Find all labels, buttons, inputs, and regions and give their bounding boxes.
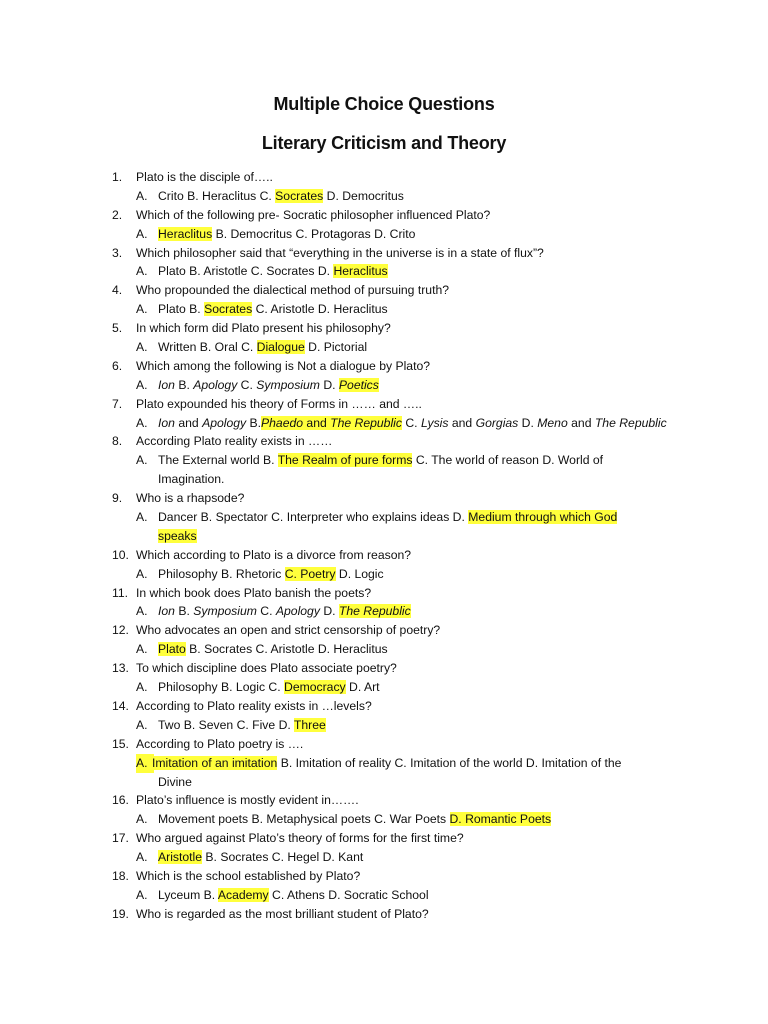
question-item (0, 621, 768, 640)
answer-text: D. Democritus (323, 188, 404, 203)
highlighted-answer: The Republic (330, 415, 402, 430)
question-text: According Plato reality exists in …… (136, 434, 333, 449)
question-list (0, 168, 768, 924)
question-number: 12. (112, 623, 129, 638)
question-item (0, 206, 768, 225)
answer-text: C. (237, 377, 257, 392)
question-number: 11. (112, 585, 129, 600)
question-text: Who advocates an open and strict censorship of poetry? (136, 623, 441, 638)
highlighted-answer: D. Romantic Poets (449, 812, 552, 827)
question-item (0, 168, 768, 187)
answer-text: Symposium (256, 377, 320, 392)
option-label: A. (136, 850, 148, 865)
option-label: A. (136, 604, 148, 619)
option-line (158, 376, 379, 395)
question-number: 14. (112, 698, 129, 713)
question-item (0, 697, 768, 716)
highlighted-answer: Medium through which God (468, 510, 618, 525)
answer-text: C. (256, 604, 276, 619)
option-line (158, 225, 415, 244)
question-number: 5. (112, 321, 123, 336)
answer-text: Ion (158, 604, 175, 619)
option-line (158, 338, 367, 357)
highlighted-answer: Socrates (204, 302, 253, 317)
option-line (158, 508, 617, 527)
answer-text: D. Logic (335, 566, 384, 581)
question-item (0, 546, 768, 565)
answer-text: Movement poets B. Metaphysical poets C. War Poets (158, 812, 450, 827)
answer-text: Ion (158, 415, 175, 430)
answer-text: Philosophy B. Rhetoric (158, 566, 285, 581)
answer-text: B. (174, 377, 194, 392)
page-subtitle: Literary Criticism and Theory (261, 133, 507, 153)
question-text: In which book does Plato banish the poets? (136, 585, 372, 600)
answer-options (0, 886, 768, 905)
option-label: A. (136, 566, 148, 581)
option-line (158, 262, 388, 281)
answer-options (0, 225, 768, 244)
option-line (158, 414, 667, 433)
answer-text: The External world B. (158, 453, 278, 468)
answer-options (0, 300, 768, 319)
answer-options (0, 451, 768, 470)
question-item (0, 584, 768, 603)
highlighted-answer: Phaedo (261, 415, 304, 430)
question-item (0, 905, 768, 924)
answer-text: Lyceum B. (158, 887, 218, 902)
question-text: Who is regarded as the most brilliant student of Plato? (136, 906, 429, 921)
highlighted-answer: The Realm of pure forms (277, 453, 413, 468)
highlighted-answer: Poetics (338, 377, 379, 392)
answer-text: and (448, 415, 476, 430)
question-number: 7. (112, 396, 123, 411)
answer-text: C. Athens D. Socratic School (268, 887, 429, 902)
answer-text: Plato B. (158, 302, 205, 317)
answer-text: Symposium (193, 604, 257, 619)
answer-options (0, 640, 768, 659)
answer-options (0, 508, 768, 527)
question-number: 4. (112, 283, 123, 298)
question-text: In which form did Plato present his philosophy? (136, 321, 391, 336)
answer-options (0, 338, 768, 357)
answer-options (0, 262, 768, 281)
option-line (152, 754, 621, 773)
option-line (158, 810, 551, 829)
option-label: A. (136, 642, 148, 657)
answer-text: C. Aristotle D. Heraclitus (252, 302, 388, 317)
highlighted-answer: speaks (158, 528, 197, 543)
answer-options (0, 773, 768, 792)
option-line (158, 640, 388, 659)
highlighted-answer: Imitation of an imitation (152, 755, 278, 770)
question-number: 2. (112, 207, 123, 222)
question-text: Plato is the disciple of….. (136, 170, 273, 184)
option-label: A. (136, 264, 148, 279)
option-label: A. (136, 717, 148, 732)
answer-text: Ion (158, 377, 175, 392)
highlighted-answer: Academy (217, 887, 269, 902)
question-item (0, 432, 768, 451)
question-item (0, 395, 768, 414)
option-line (158, 886, 429, 905)
option-line (158, 848, 363, 867)
answer-text: D. (518, 415, 538, 430)
answer-text: Written B. Oral C. (158, 340, 257, 355)
answer-options (0, 187, 768, 206)
highlighted-answer: Heraclitus (158, 226, 213, 241)
answer-text: D. (319, 604, 339, 619)
option-line (158, 451, 603, 470)
question-number: 8. (112, 434, 123, 449)
answer-text: Philosophy B. Logic C. (158, 680, 285, 695)
answer-options (0, 376, 768, 395)
question-number: 18. (112, 868, 129, 883)
question-text: Who is a rhapsode? (136, 491, 245, 506)
option-label: A. (136, 754, 154, 773)
question-item (0, 281, 768, 300)
answer-options (0, 848, 768, 867)
highlighted-answer: Aristotle (158, 850, 203, 865)
option-label: A. (136, 340, 148, 355)
answer-text: B. Socrates C. Hegel D. Kant (202, 850, 364, 865)
option-label: A. (136, 680, 148, 695)
question-text: Which according to Plato is a divorce from reason? (136, 547, 412, 562)
question-item (0, 357, 768, 376)
option-label: A. (136, 453, 148, 468)
highlighted-answer: Democracy (284, 680, 346, 695)
answer-text: C. The world of reason D. World of (412, 453, 604, 468)
question-text: Plato’s influence is mostly evident in……. (136, 793, 359, 808)
answer-text: D. Pictorial (304, 340, 368, 355)
answer-text: Gorgias (475, 415, 519, 430)
highlighted-answer: Dialogue (256, 340, 305, 355)
question-number: 16. (112, 793, 129, 808)
question-text: Who argued against Plato’s theory of forms for the first time? (136, 831, 464, 846)
highlighted-answer: C. Poetry (284, 566, 336, 581)
answer-text: Two B. Seven C. Five D. (158, 717, 294, 732)
answer-text: Plato B. Aristotle C. Socrates D. (158, 264, 334, 279)
answer-text: Apology (275, 604, 320, 619)
question-item (0, 489, 768, 508)
question-text: According to Plato poetry is …. (136, 736, 304, 751)
answer-text: D. Art (345, 680, 380, 695)
option-label: A. (136, 510, 148, 525)
answer-text: Divine (158, 774, 192, 789)
question-item (0, 319, 768, 338)
option-label: A. (136, 302, 148, 317)
question-number: 19. (112, 906, 129, 921)
answer-options (0, 716, 768, 735)
question-number: 15. (112, 736, 129, 751)
option-label: A. (136, 188, 148, 203)
highlighted-answer: and (303, 415, 331, 430)
option-line (158, 678, 380, 697)
answer-options (0, 470, 768, 489)
question-number: 17. (112, 831, 129, 846)
answer-text: D. (319, 377, 339, 392)
answer-text: B. Imitation of reality C. Imitation of the world D. Imitation of the (277, 755, 622, 770)
question-item (0, 244, 768, 263)
question-text: Which philosopher said that “everything in the universe is in a state of flux”? (136, 245, 544, 260)
answer-text: and (174, 415, 203, 430)
answer-options (0, 810, 768, 829)
option-label: A. (136, 812, 148, 827)
highlighted-answer: The Republic (338, 604, 411, 619)
option-label: A. (136, 377, 148, 392)
answer-text: Dancer B. Spectator C. Interpreter who explains ideas D. (158, 510, 469, 525)
answer-options (0, 527, 768, 546)
question-number: 13. (112, 661, 129, 676)
answer-text: B. Democritus C. Protagoras D. Crito (212, 226, 416, 241)
answer-text: Apology (202, 415, 247, 430)
question-number: 3. (112, 245, 123, 260)
question-text: Who propounded the dialectical method of pursuing truth? (136, 283, 450, 298)
option-line (158, 602, 411, 621)
page-title: Multiple Choice Questions (273, 94, 495, 114)
answer-options (0, 565, 768, 584)
highlighted-answer: Three (293, 717, 326, 732)
option-line (158, 716, 326, 735)
question-text: Which among the following is Not a dialogue by Plato? (136, 358, 431, 373)
question-text: Which of the following pre- Socratic philosopher influenced Plato? (136, 207, 491, 222)
answer-text: Apology (193, 377, 238, 392)
answer-text: B. (246, 415, 262, 430)
answer-options (0, 414, 768, 433)
option-label: A. (136, 887, 148, 902)
answer-text: Meno (537, 415, 568, 430)
answer-text: Imagination. (158, 472, 225, 487)
question-number: 9. (112, 491, 123, 506)
highlighted-answer: Heraclitus (333, 264, 388, 279)
option-line (158, 565, 384, 584)
question-item (0, 659, 768, 678)
option-line (158, 187, 404, 206)
question-text: To which discipline does Plato associate poetry? (136, 661, 397, 676)
question-text: Plato expounded his theory of Forms in …… and ….. (136, 396, 422, 411)
option-line (158, 773, 192, 792)
answer-options (0, 754, 768, 773)
answer-options (0, 602, 768, 621)
answer-text: The Republic (594, 415, 667, 430)
question-number: 1. (112, 170, 123, 184)
question-item (0, 791, 768, 810)
answer-text: B. (174, 604, 194, 619)
answer-text: B. Socrates C. Aristotle D. Heraclitus (185, 642, 388, 657)
question-item (0, 867, 768, 886)
question-item (0, 829, 768, 848)
answer-text: and (567, 415, 595, 430)
option-line (158, 300, 388, 319)
option-label: A. (136, 415, 148, 430)
answer-text: Lysis (420, 415, 449, 430)
question-number: 6. (112, 358, 123, 373)
answer-text: C. (401, 415, 421, 430)
question-item (0, 735, 768, 754)
question-text: According to Plato reality exists in …levels? (136, 698, 372, 713)
answer-text: Crito B. Heraclitus C. (158, 188, 276, 203)
option-line (158, 527, 197, 546)
highlighted-answer: Socrates (275, 188, 324, 203)
question-text: Which is the school established by Plato? (136, 868, 361, 883)
option-line (158, 470, 224, 489)
option-label: A. (136, 226, 148, 241)
question-number: 10. (112, 547, 129, 562)
highlighted-answer: Plato (158, 642, 186, 657)
answer-options (0, 678, 768, 697)
